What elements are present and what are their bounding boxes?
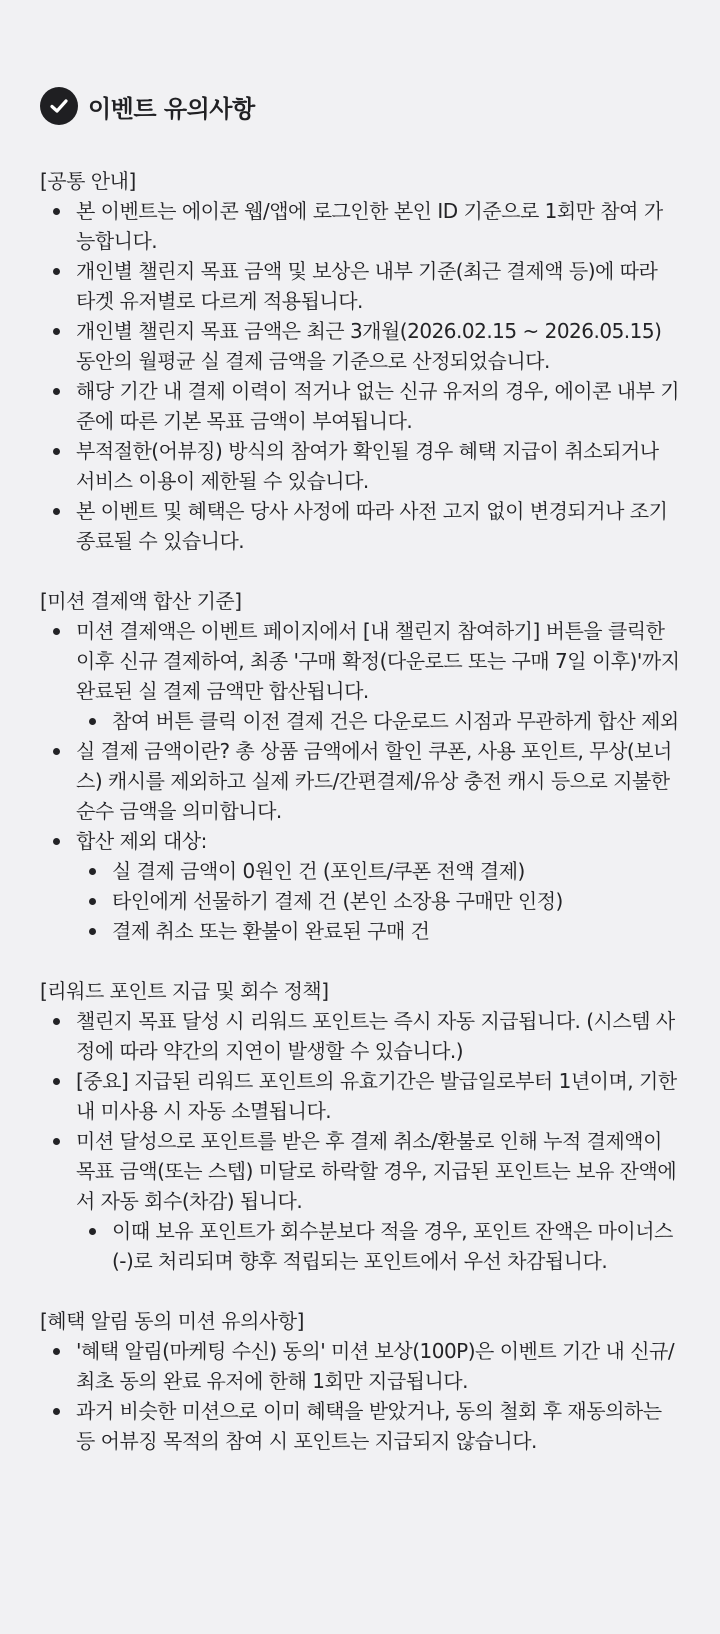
list-item: 본 이벤트는 에이콘 웹/앱에 로그인한 본인 ID 기준으로 1회만 참여 가능합니다. (40, 196, 680, 256)
list-item-text: 합산 제외 대상: (76, 829, 207, 853)
list-item: 실 결제 금액이란? 총 상품 금액에서 할인 쿠폰, 사용 포인트, 무상(보너스) 캐시를 제외하고 실제 카드/간편결제/유상 충전 캐시 등으로 지불한 순수 금액을 의미합니다. (40, 736, 680, 826)
notice-heading (40, 86, 680, 126)
list-item: 개인별 챌린지 목표 금액은 최근 3개월(2026.02.15 ~ 2026.05.15) 동안의 월평균 실 결제 금액을 기준으로 산정되었습니다. (40, 316, 680, 376)
list-item: 부적절한(어뷰징) 방식의 참여가 확인될 경우 혜택 지급이 취소되거나 서비스 이용이 제한될 수 있습니다. (40, 436, 680, 496)
list-item-text: 미션 달성으로 포인트를 받은 후 결제 취소/환불로 인해 누적 결제액이 목표 금액(또는 스텝) 미달로 하락할 경우, 지급된 포인트는 보유 잔액에서 자동 회수(차감) 됩니다. (76, 1129, 677, 1213)
list-item-text: 미션 결제액은 이벤트 페이지에서 [내 챌린지 참여하기] 버튼을 클릭한 이후 신규 결제하여, 최종 '구매 확정(다운로드 또는 구매 7일 이후)'까지 완료된 실 결제 금액만 합산됩니다. (76, 619, 680, 703)
list-item: 챌린지 목표 달성 시 리워드 포인트는 즉시 자동 지급됩니다. (시스템 사정에 따라 약간의 지연이 발생할 수 있습니다.) (40, 1006, 680, 1066)
section-reward-policy (40, 976, 680, 1276)
section-title: [리워드 포인트 지급 및 회수 정책] (40, 979, 329, 1003)
sub-list-item: 타인에게 선물하기 결제 건 (본인 소장용 구매만 인정) (76, 886, 680, 916)
sub-list-item: 이때 보유 포인트가 회수분보다 적을 경우, 포인트 잔액은 마이너스(-)로 처리되며 향후 적립되는 포인트에서 우선 차감됩니다. (76, 1216, 680, 1276)
check-circle-icon (40, 87, 78, 125)
sub-list-item: 실 결제 금액이 0원인 건 (포인트/쿠폰 전액 결제) (76, 856, 680, 886)
list-item: [중요] 지급된 리워드 포인트의 유효기간은 발급일로부터 1년이며, 기한 내 미사용 시 자동 소멸됩니다. (40, 1066, 680, 1126)
section-common-notice (40, 166, 680, 556)
list-item (40, 1126, 680, 1276)
section-title: [미션 결제액 합산 기준] (40, 589, 242, 613)
sub-list-item: 참여 버튼 클릭 이전 결제 건은 다운로드 시점과 무관하게 합산 제외 (76, 706, 680, 736)
list-item: 해당 기간 내 결제 이력이 적거나 없는 신규 유저의 경우, 에이콘 내부 기준에 따른 기본 목표 금액이 부여됩니다. (40, 376, 680, 436)
section-title: [혜택 알림 동의 미션 유의사항] (40, 1309, 304, 1333)
section-title: [공통 안내] (40, 169, 136, 193)
list-item: '혜택 알림(마케팅 수신) 동의' 미션 보상(100P)은 이벤트 기간 내 신규/최초 동의 완료 유저에 한해 1회만 지급됩니다. (40, 1336, 680, 1396)
section-marketing-consent (40, 1306, 680, 1456)
page-title: 이벤트 유의사항 (88, 94, 255, 123)
sub-list-item: 결제 취소 또는 환불이 완료된 구매 건 (76, 916, 680, 946)
list-item (40, 616, 680, 736)
section-payment-criteria (40, 586, 680, 946)
list-item: 개인별 챌린지 목표 금액 및 보상은 내부 기준(최근 결제액 등)에 따라 타겟 유저별로 다르게 적용됩니다. (40, 256, 680, 316)
list-item: 본 이벤트 및 혜택은 당사 사정에 따라 사전 고지 없이 변경되거나 조기 종료될 수 있습니다. (40, 496, 680, 556)
list-item (40, 826, 680, 946)
list-item: 과거 비슷한 미션으로 이미 혜택을 받았거나, 동의 철회 후 재동의하는 등 어뷰징 목적의 참여 시 포인트는 지급되지 않습니다. (40, 1396, 680, 1456)
